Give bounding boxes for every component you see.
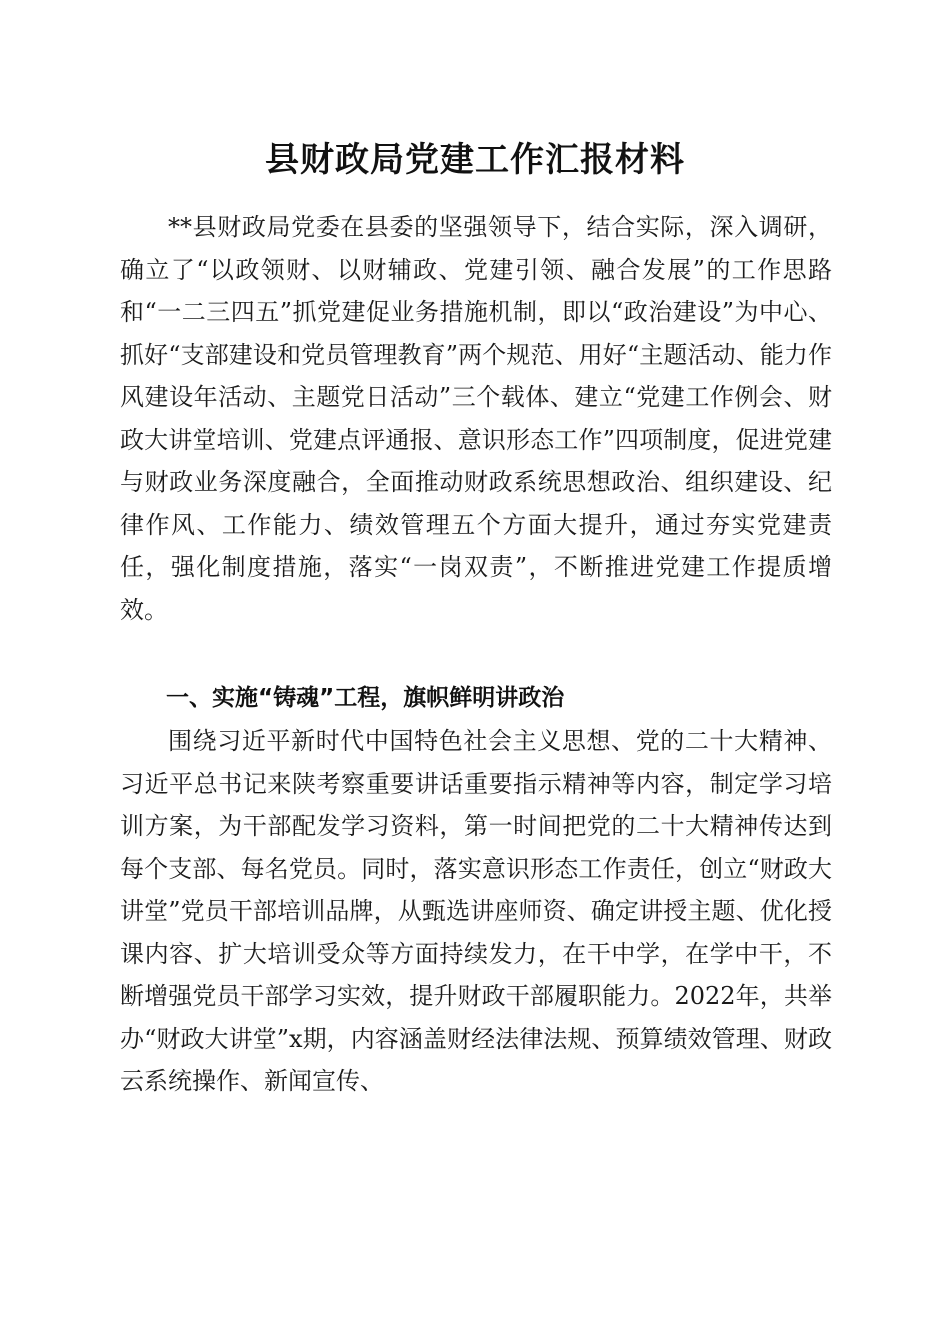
intro-paragraph: **县财政局党委在县委的坚强领导下，结合实际，深入调研，确立了“以政领财、以财辅政、党建引领、融合发展”的工作思路和“一二三四五”抓党建促业务措施机制，即以“政治建设”为中心、抓好“支部建设和党员管理教育”两个规范、用好“主题活动、能力作风建设年活动、主题党日活动”三个载体、建立“党建工作例会、财政大讲堂培训、党建点评通报、意识形态工作”四项制度，促进党建与财政业务深度融合，全面推动财政系统思想政治、组织建设、纪律作风、工作能力、绩效管理五个方面大提升，通过夯实党建责任，强化制度措施，落实“一岗双责”，不断推进党建工作提质增效。	[120, 213, 832, 624]
document-title: 县财政局党建工作汇报材料	[265, 140, 685, 180]
section-paragraph: 围绕习近平新时代中国特色社会主义思想、党的二十大精神、习近平总书记来陕考察重要讲话重要指示精神等内容，制定学习培训方案，为干部配发学习资料，第一时间把党的二十大精神传达到每个支部、每名党员。同时，落实意识形态工作责任，创立“财政大讲堂”党员干部培训品牌，从甄选讲座师资、确定讲授主题、优化授课内容、扩大培训受众等方面持续发力，在干中学，在学中干，不断增强党员干部学习实效，提升财政干部履职能力。2022年，共举办“财政大讲堂”x期，内容涵盖财经法律法规、预算绩效管理、财政云系统操作、新闻宣传、	[120, 727, 832, 1095]
section-heading: 一、实施“铸魂”工程，旗帜鲜明讲政治	[166, 685, 565, 711]
